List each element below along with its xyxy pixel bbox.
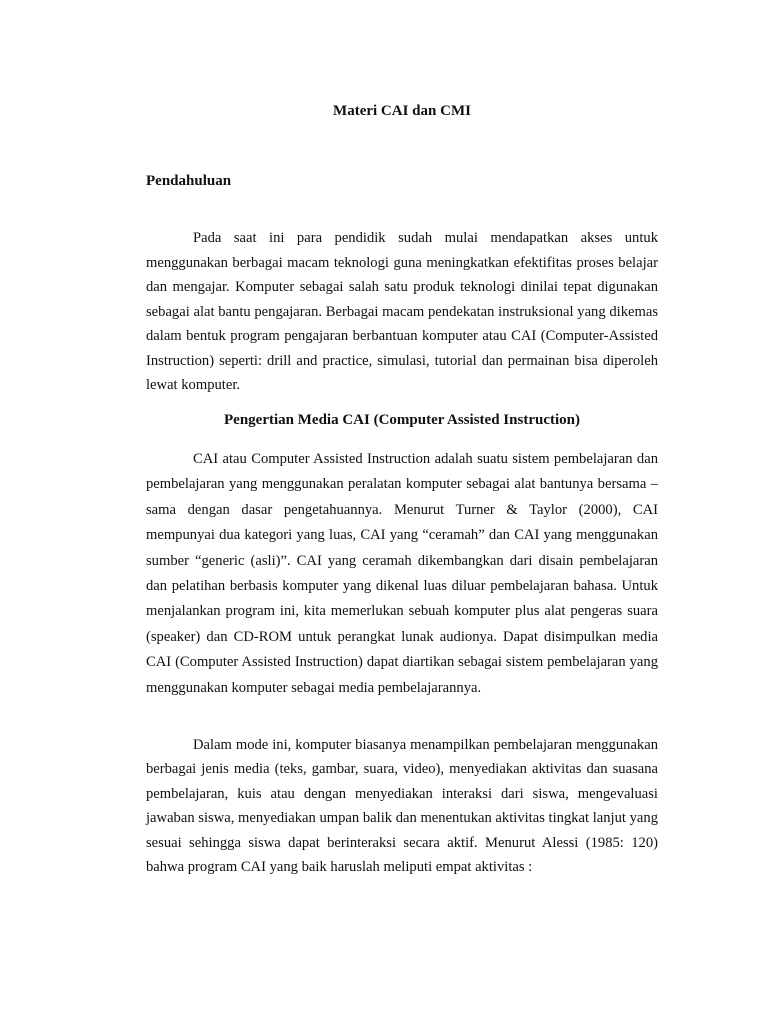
paragraph-definition: CAI atau Computer Assisted Instruction adalah suatu sistem pembelajaran dan pembelajaran yang menggunakan peralatan komputer sebagai alat bantunya bersama – sama dengan dasar pengetahuannya. Menurut Turner & Taylor (2000), CAI mempunyai dua kategori yang luas, CAI yang “ceramah” dan CAI yang menggunakan sumber “generic (asli)”. CAI yang ceramah dikembangkan dari disain pembelajaran dan pelatihan berbasis komputer yang dikenal luas diluar pembelajaran bahasa. Untuk menjalankan program ini, kita memerlukan sebuah komputer plus alat pengeras suara (speaker) dan CD-ROM untuk perangkat lunak audionya. Dapat disimpulkan media CAI (Computer Assisted Instruction) dapat diartikan sebagai sistem pembelajaran yang menggunakan komputer sebagai media pembelajarannya. [146,451,658,696]
paragraph-intro: Pada saat ini para pendidik sudah mulai mendapatkan akses untuk menggunakan berbagai macam teknologi guna meningkatkan efektifitas proses belajar dan mengajar. Komputer sebagai salah satu produk teknologi dinilai tepat digunakan sebagai alat bantu pengajaran. Berbagai macam pendekatan instruksional yang dikemas dalam bentuk program pengajaran berbantuan komputer atau CAI (Computer-Assisted Instruction) seperti: drill and practice, simulasi, tutorial dan permainan bisa diperoleh lewat komputer. [146,230,658,393]
paragraph-mode: Dalam mode ini, komputer biasanya menampilkan pembelajaran menggunakan berbagai jenis media (teks, gambar, suara, video), menyediakan aktivitas dan suasana pembelajaran, kuis atau dengan menyediakan interaksi dari siswa, mengevaluasi jawaban siswa, menyediakan umpan balik dan menentukan aktivitas tingkat lanjut yang sesuai sehingga siswa dapat berinteraksi secara aktif. Menurut Alessi (1985: 120) bahwa program CAI yang baik haruslah meliputi empat aktivitas : [146,737,658,876]
section-heading: Pendahuluan [146,173,232,189]
subheading: Pengertian Media CAI (Computer Assisted Instruction) [224,412,580,428]
document-title: Materi CAI dan CMI [333,103,471,119]
